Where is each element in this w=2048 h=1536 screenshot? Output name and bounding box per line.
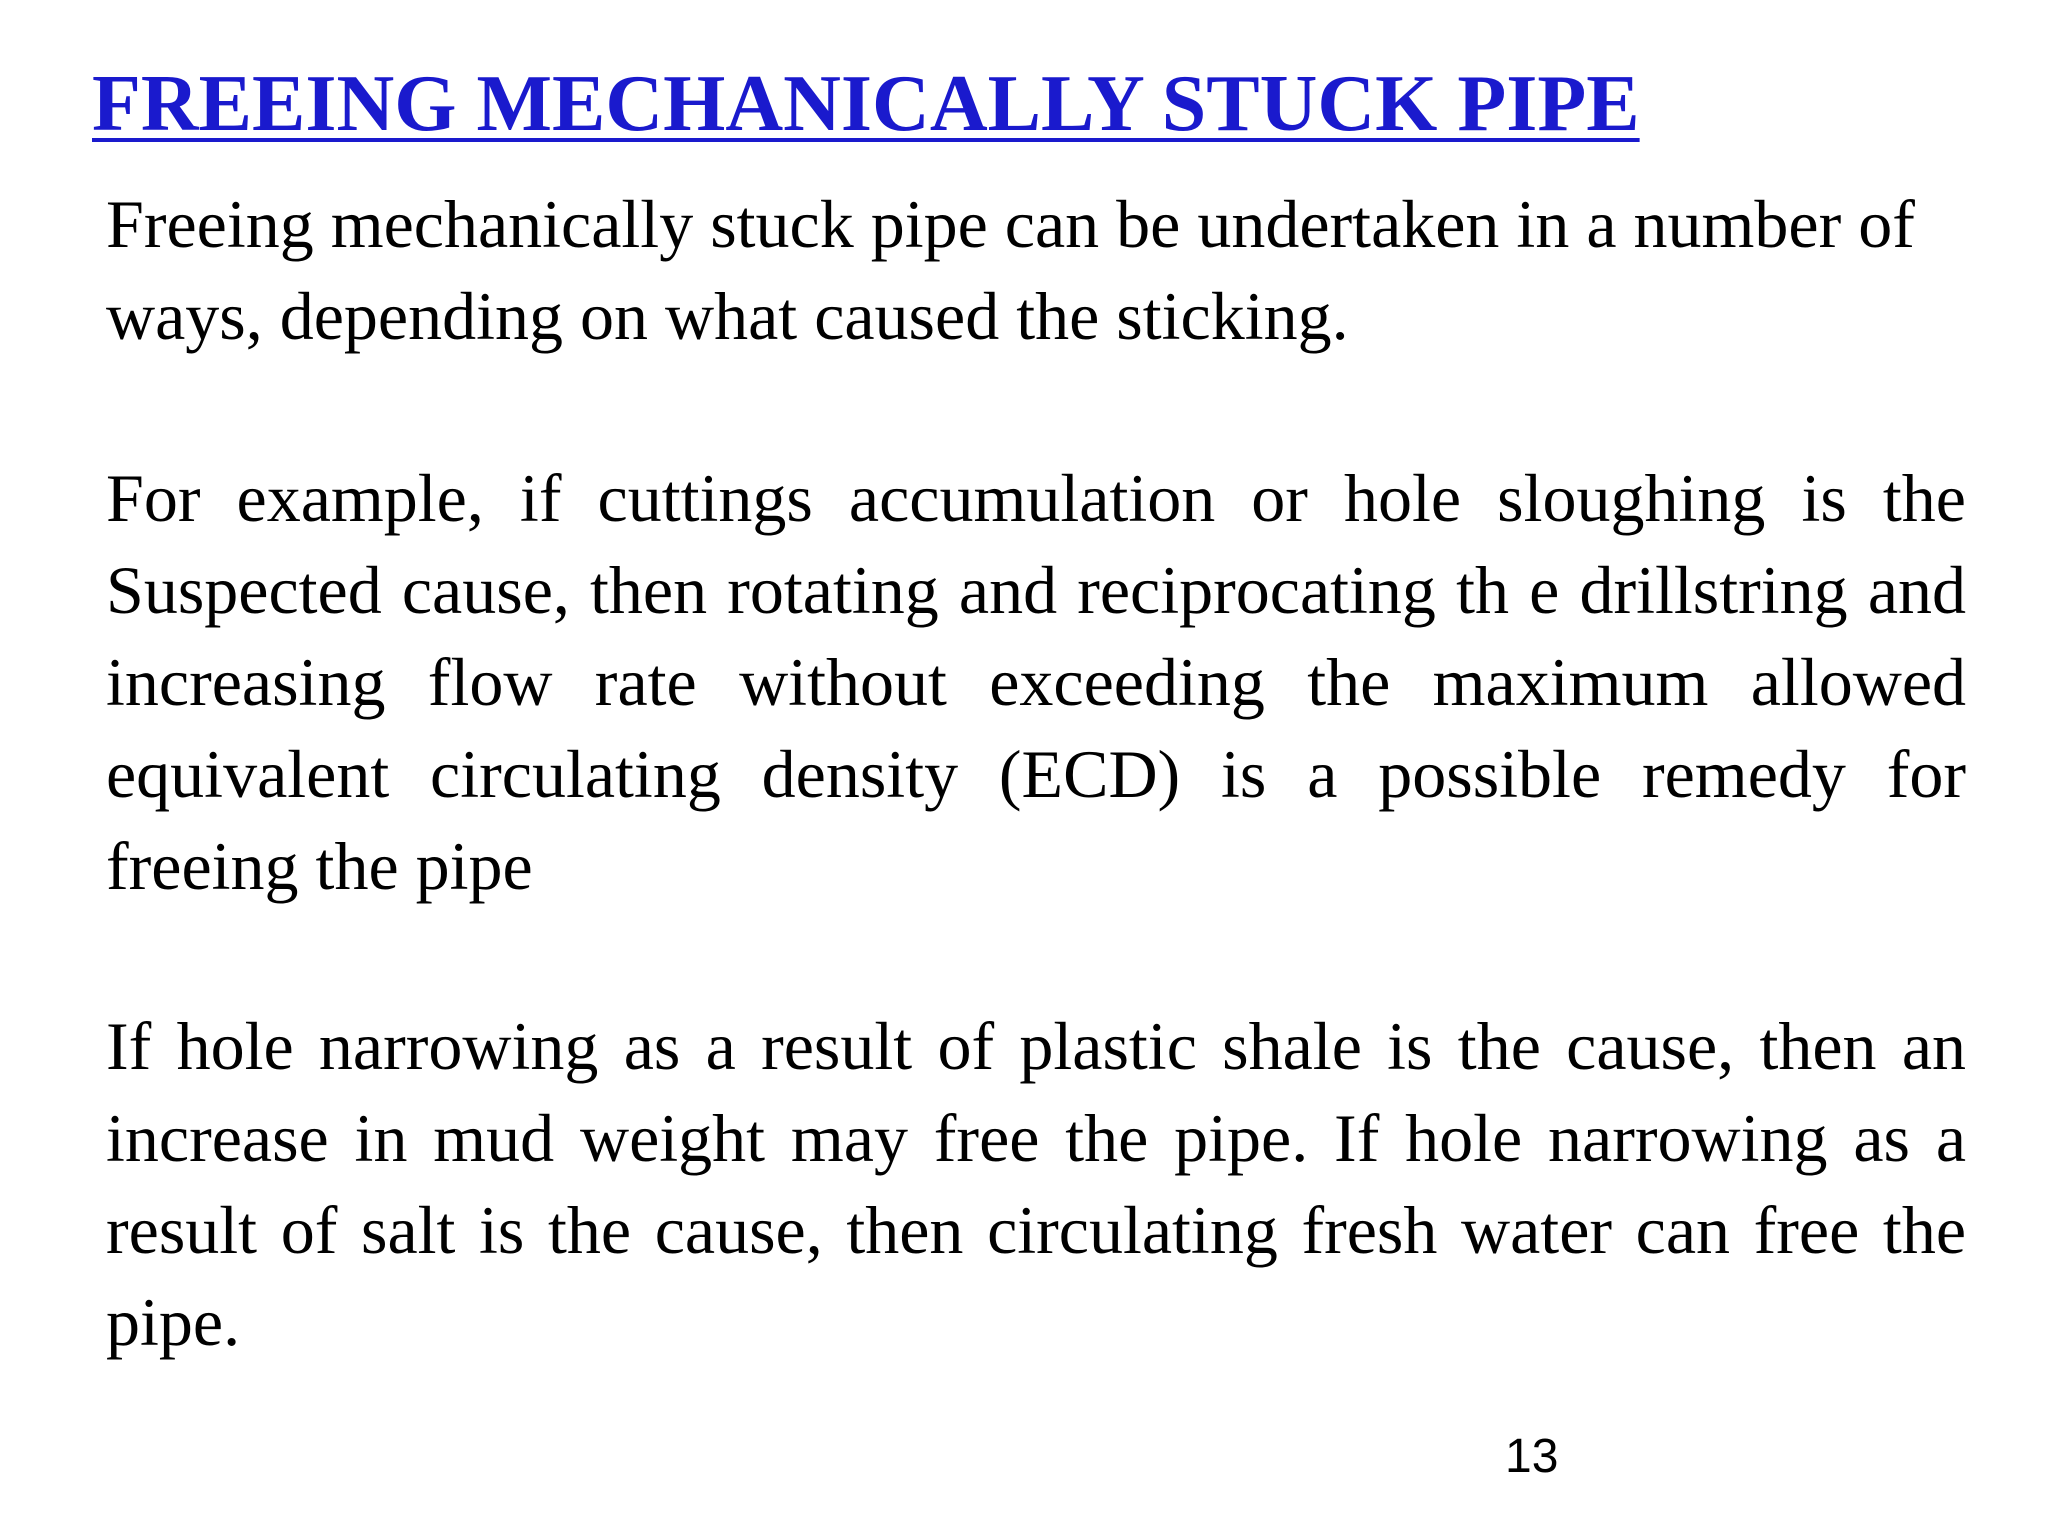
body-paragraph-cuttings-example: For example, if cuttings accumulation or hole sloughing is the Suspected cause, then rotating and reciprocating th e drillstring and increasing flow rate without exceeding the maximum allowed equivalent circulating density (ECD) is a possible remedy for freeing the pipe [106,460,1966,904]
slide-title: FREEING MECHANICALLY STUCK PIPE [92,60,1640,148]
body-paragraph-intro: Freeing mechanically stuck pipe can be undertaken in a number of ways, depending on what caused the sticking. [106,186,1915,354]
page-number: 13 [1505,1430,1559,1483]
body-paragraph-hole-narrowing: If hole narrowing as a result of plastic shale is the cause, then an increase in mud weight may free the pipe. If hole narrowing as a result of salt is the cause, then circulating fresh water can free the pipe. [106,1008,1966,1360]
